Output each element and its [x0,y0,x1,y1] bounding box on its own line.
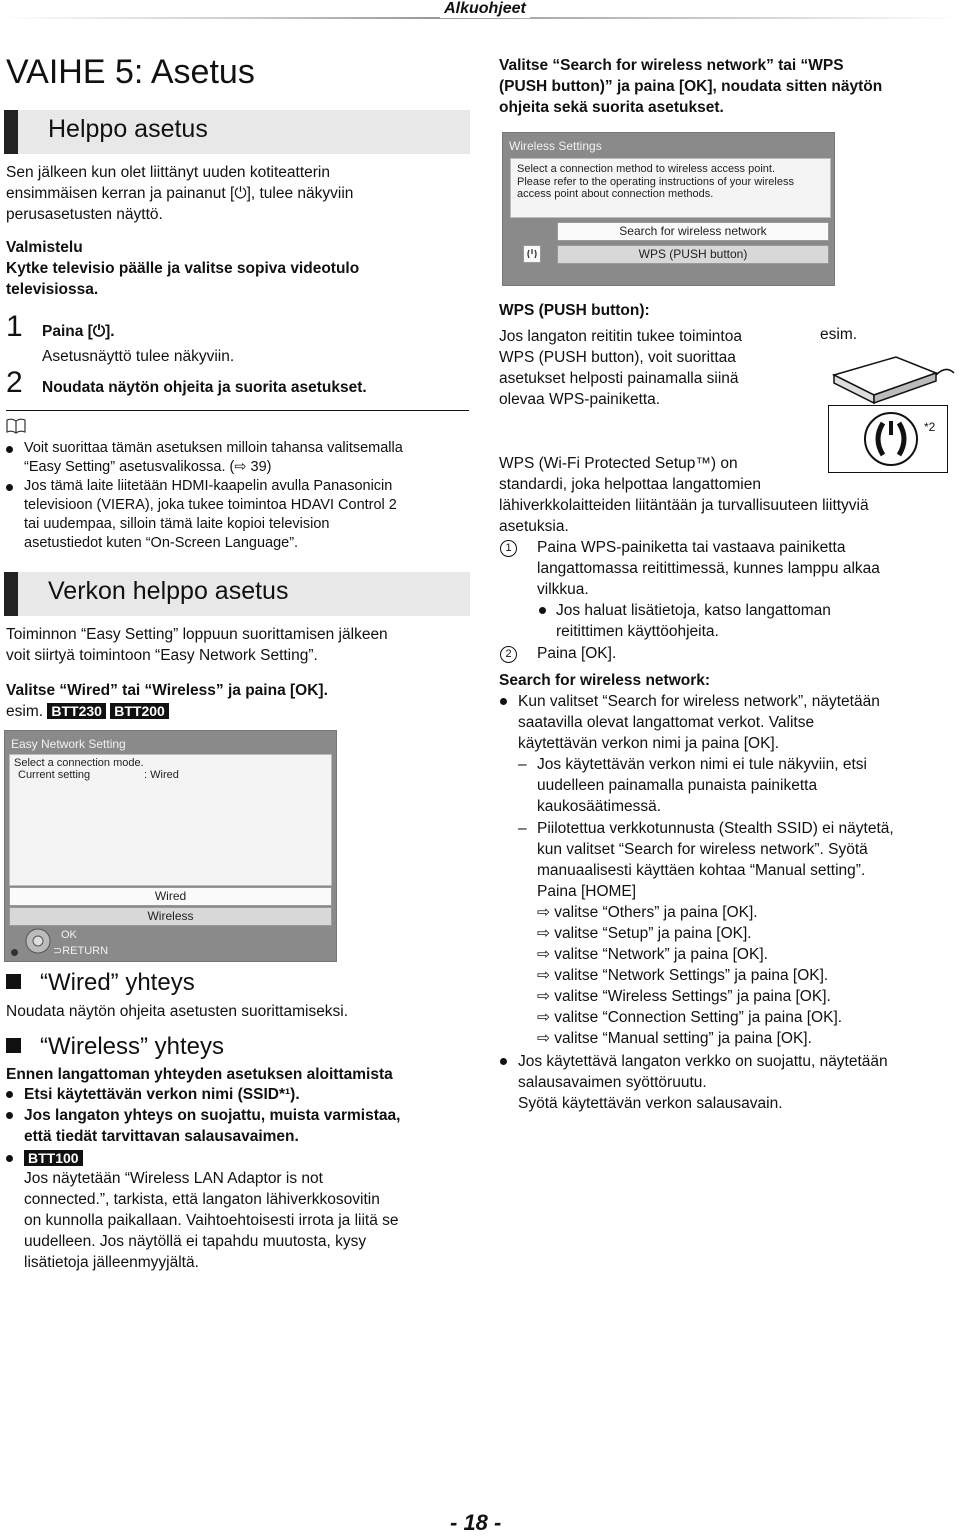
page-number: - 18 - [450,1510,502,1535]
wireless-instruction [499,55,882,118]
wps-std-line: standardi, joka helpottaa langattomien [499,476,761,493]
step-1-subtext: Asetusnäyttö tulee näkyviin. [42,348,235,365]
d1-line: kaukosäätimessä. [537,798,662,815]
search-bullet-1 [518,691,880,754]
remote-dpad-icon [23,927,53,960]
screen-text-line: access point about connection methods. [517,188,714,200]
search-dash-1 [537,754,867,817]
screen-text-line: Please refer to the operating instructions of your wireless [517,175,794,188]
wps-line: Jos langaton reititin tukee toimintoa [499,328,742,345]
square-bullet [6,1038,21,1053]
sb2-line: Jos käytettävä langaton verkko on suojattu, näytetään [518,1053,888,1070]
net-intro-line: voit siirtyä toimintoon “Easy Network Setting”. [6,647,318,664]
esim-label: esim. [820,326,858,343]
note-line: Voit suorittaa tämän asetuksen milloin tahansa valitsemalla [24,440,403,456]
s1-line: vilkkua. [537,581,589,598]
model-tag: BTT200 [110,703,169,719]
menu-path-text: valitse “Setup” ja paina [OK]. [554,925,752,942]
bullet [500,1058,507,1065]
current-setting-value: : Wired [144,769,179,781]
menu-path-item: ⇨ valitse “Network Settings” ja paina [OK]. [537,967,829,984]
note-line: “Easy Setting” asetusvalikossa. (⇨ 39) [24,459,272,475]
header-title: Alkuohjeet [440,0,530,18]
section-helppo-asetus [4,110,470,154]
screen-panel [9,754,332,886]
bullet [6,1155,13,1162]
menu-path-item: ⇨ valitse “Others” ja paina [OK]. [537,904,758,921]
menu-path-item: ⇨ valitse “Manual setting” ja paina [OK]. [537,1030,812,1047]
s1-sub-line: Jos haluat lisätietoja, katso langattoman [556,602,831,619]
note-line: asetustiedot kuten “On-Screen Language”. [24,535,299,551]
wb2-line: Jos langaton yhteys on suojattu, muista varmistaa, [24,1107,401,1124]
screen-text-line: Select a connection method to wireless access point. [517,163,776,175]
step-circle-1: 1 [500,540,517,557]
select-wired-instruction: Valitse “Wired” tai “Wireless” ja paina [OK]. [6,682,328,699]
btt100-line: Jos näytetään “Wireless LAN Adaptor is not [24,1170,323,1187]
current-setting-label: Current setting [18,769,91,781]
section-label: Verkon helppo asetus [48,577,289,605]
intro-line: perusasetusten näyttö. [6,206,163,223]
return-dot-icon [11,949,18,956]
intro-line: ensimmäisen kerran ja painanut [⏻], tulee näkyviin [6,185,354,202]
btt100-line: connected.”, tarkista, että langaton lähiverkkosovitin [24,1191,380,1208]
d1-line: uudelleen painamalla punaista painiketta [537,777,818,794]
wireless-before: Ennen langattoman yhteyden asetuksen aloittamista [6,1066,393,1083]
step-1-text: Paina [⏻]. [42,323,115,340]
bullet [6,1091,13,1098]
divider [6,410,469,411]
bullet [6,446,13,453]
note-line: tai uudempaa, silloin tämä laite kopioi television [24,516,330,532]
d2-line: Paina [HOME] [537,883,637,900]
s1-line: langattomassa reitittimessä, kunnes lamppu alkaa [537,560,880,577]
note-line: televisioon (VIERA), joka tukee toimintoa HDAVI Control 2 [24,497,397,513]
btt100-line: uudelleen. Jos näytöllä ei tapahdu muutosta, kysy [24,1233,367,1250]
wireless-heading: “Wireless” yhteys [40,1033,225,1060]
menu-path-text: valitse “Manual setting” ja paina [OK]. [554,1030,812,1047]
bullet [6,1112,13,1119]
prep-title: Valmistelu [6,239,83,256]
menu-path-item: ⇨ valitse “Wireless Settings” ja paina [OK]. [537,988,831,1005]
screen-title: Easy Network Setting [11,737,126,751]
instr-line: (PUSH button)” ja paina [OK], noudata sitten näytön [499,78,883,95]
wireless-settings-screen [502,132,835,286]
easy-network-setting-screen [4,730,337,962]
menu-path-item: ⇨ valitse “Connection Setting” ja paina [OK]. [537,1009,843,1026]
menu-path-item: ⇨ valitse “Network” ja paina [OK]. [537,946,768,963]
search-heading: Search for wireless network: [499,672,711,689]
section-label: Helppo asetus [48,115,208,143]
wps-step-1-sub [556,600,831,642]
bullet [6,484,13,491]
book-icon [6,418,26,439]
s1-sub-line: reitittimen käyttöohjeita. [556,623,719,640]
d2-line: manuaalisesti käyttäen kohtaa “Manual setting”. [537,862,866,879]
btt100-line: lisätietoja jälleenmyyjältä. [24,1254,199,1271]
instr-line: ohjeita sekä suorita asetukset. [499,99,724,116]
step-1-number: 1 [6,310,23,343]
screen-line: Select a connection mode. [14,757,144,769]
esim-label: esim. [6,703,44,720]
prep-line: Kytke televisio päälle ja valitse sopiva videotulo [6,260,360,277]
prep-text [6,258,359,300]
wired-text: Noudata näytön ohjeita asetusten suorittamiseksi. [6,1003,349,1020]
option-search-wireless[interactable]: Search for wireless network [557,222,829,241]
wb2-line: että tiedät tarvittavan salausavaimen. [24,1128,299,1145]
wired-heading: “Wired” yhteys [40,969,195,996]
section-verkon-helppo-asetus [4,572,470,616]
screen-panel [510,158,831,218]
menu-path-list [537,902,842,1049]
intro-text [6,162,353,225]
btt100-tag-line [24,1148,83,1169]
btt100-text [24,1168,399,1273]
wps-text [499,326,742,410]
model-line [6,701,169,722]
wps-std-line: lähiverkkolaitteiden liitäntään ja turvallisuuteen liittyviä [499,497,869,514]
option-wired[interactable]: Wired [9,887,332,906]
menu-path-text: valitse “Others” ja paina [OK]. [554,904,758,921]
step-circle-2: 2 [500,646,517,663]
model-tag: BTT230 [47,703,106,719]
wps-logo-icon [863,411,919,467]
net-intro-line: Toiminnon “Easy Setting” loppuun suorittamisen jälkeen [6,626,388,643]
wps-standard-text [499,453,869,537]
search-dash-2 [537,818,894,902]
option-wps-push[interactable]: WPS (PUSH button) [557,245,829,264]
dash: – [518,756,527,773]
bullet [500,698,507,705]
sb2-line: salausavaimen syöttöruutu. [518,1074,707,1091]
step-2-number: 2 [6,366,23,399]
wireless-bullet-2 [24,1105,400,1147]
menu-path-text: valitse “Network” ja paina [OK]. [554,946,768,963]
net-intro [6,624,388,666]
sb1-line: Kun valitset “Search for wireless network”, näytetään [518,693,880,710]
wps-line: olevaa WPS-painiketta. [499,391,661,408]
note-1 [24,439,403,477]
wireless-bullet-1: Etsi käytettävän verkon nimi (SSID*¹). [24,1086,300,1103]
menu-path-text: valitse “Connection Setting” ja paina [OK]. [554,1009,843,1026]
sb1-line: käytettävän verkon nimi ja paina [OK]. [518,735,780,752]
instr-line: Valitse “Search for wireless network” tai “WPS [499,57,844,74]
wps-step-2: Paina [OK]. [537,645,617,662]
sb1-line: saatavilla olevat langattomat verkot. Valitse [518,714,815,731]
intro-line: Sen jälkeen kun olet liittänyt uuden kotiteatterin [6,164,330,181]
section-marker [4,572,18,616]
search-bullet-2 [518,1051,888,1114]
return-label: RETURN [62,945,109,957]
screen-text [517,163,794,201]
d2-line: kun valitset “Search for wireless network”. Syötä [537,841,868,858]
note-2 [24,477,397,553]
wps-step-1 [537,537,880,600]
note-line: Jos tämä laite liitetään HDMI-kaapelin avulla Panasonicin [24,478,393,494]
btt100-line: on kunnolla paikallaan. Vaihtoehtoisesti irrota ja liitä se [24,1212,399,1229]
wps-line: WPS (PUSH button), voit suorittaa [499,349,736,366]
sb2-line: Syötä käytettävän verkon salausavain. [518,1095,783,1112]
ok-hint: OK [61,929,77,941]
bullet [539,607,546,614]
page-title: VAIHE 5: Asetus [6,53,255,91]
wps-std-line: asetuksia. [499,518,569,535]
menu-path-text: valitse “Network Settings” ja paina [OK]. [554,967,829,984]
s1-line: Paina WPS-painiketta tai vastaava painiketta [537,539,846,556]
prep-line: televisiossa. [6,281,99,298]
d1-line: Jos käytettävän verkon nimi ei tule näkyviin, etsi [537,756,867,773]
return-hint: ⊃RETURN [53,945,109,957]
model-tag: BTT100 [24,1150,83,1166]
wps-icon [523,245,541,263]
menu-path-text: valitse “Wireless Settings” ja paina [OK]. [554,988,831,1005]
dash: – [518,820,527,837]
option-wireless[interactable]: Wireless [9,907,332,926]
wps-line: asetukset helposti painamalla siinä [499,370,739,387]
screen-title: Wireless Settings [509,139,602,153]
menu-path-item: ⇨ valitse “Setup” ja paina [OK]. [537,925,752,942]
section-marker [4,110,18,154]
wps-std-line: WPS (Wi-Fi Protected Setup™) on [499,455,738,472]
square-bullet [6,974,21,989]
d2-line: Piilotettua verkkotunnusta (Stealth SSID) ei näytetä, [537,820,894,837]
wps-heading: WPS (PUSH button): [499,302,650,319]
footnote-2-marker: *2 [924,420,936,434]
step-2-text: Noudata näytön ohjeita ja suorita asetukset. [42,379,367,396]
